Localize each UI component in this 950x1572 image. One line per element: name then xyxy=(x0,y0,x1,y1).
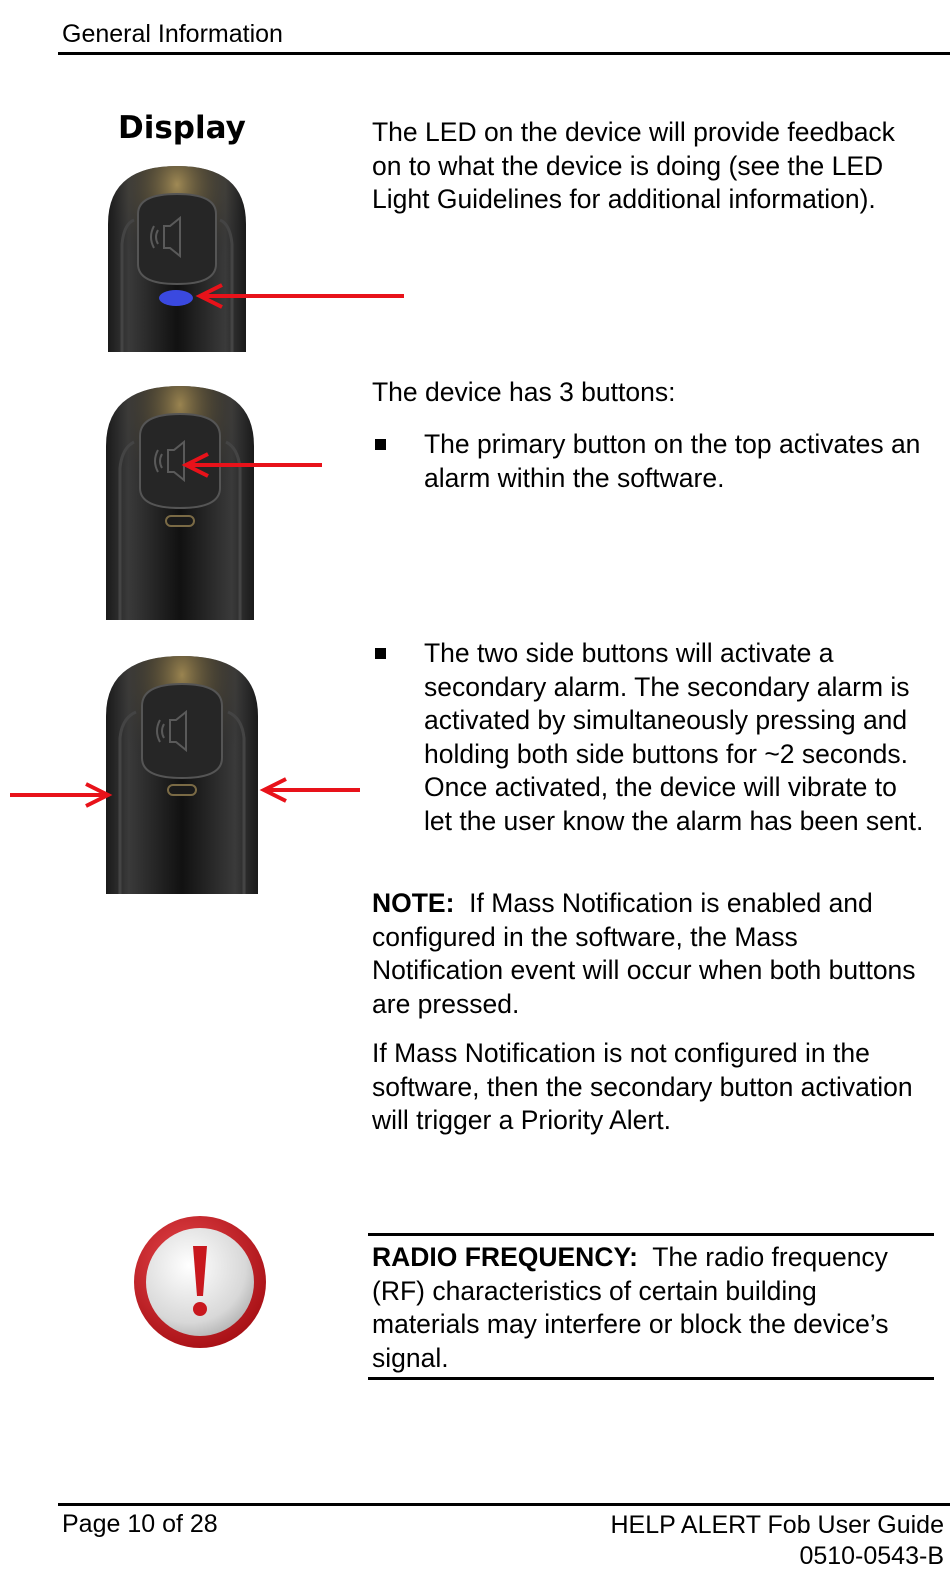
doc-number: 0510-0543-B xyxy=(799,1542,944,1570)
warning-exclamation-icon xyxy=(132,1214,270,1352)
note-text: If Mass Notification is enabled and configured in the software, the Mass Notification event will occur when both buttons are pressed. xyxy=(372,888,916,1019)
page-number: Page 10 of 28 xyxy=(62,1510,218,1538)
mass-notification-paragraph: If Mass Notification is not configured in the software, then the secondary button activation will trigger a Priority Alert. xyxy=(372,1038,913,1135)
bullet-primary-button: The primary button on the top activates an alarm within the software. xyxy=(424,429,921,493)
radio-frequency-callout xyxy=(372,1241,920,1375)
arrow-to-left-side-button xyxy=(10,782,112,808)
callout-bottom-rule xyxy=(368,1377,934,1380)
arrow-to-primary-button xyxy=(182,452,324,478)
footer-doc-info xyxy=(610,1510,944,1572)
bullet-side-buttons: The two side buttons will activate a secondary alarm. The secondary alarm is activated by simultaneously pressing and holding both side buttons for ~2 seconds. Once activated, the device will vibrate to let the user know the alarm has been sent. xyxy=(424,638,924,836)
display-title: Display xyxy=(118,110,246,146)
section-header: General Information xyxy=(62,20,283,48)
radio-text: The radio frequency (RF) characteristics of certain building materials may interfere or block the device’s signal. xyxy=(372,1242,889,1373)
arrow-to-led xyxy=(196,283,406,309)
buttons-intro: The device has 3 buttons: xyxy=(372,377,676,407)
led-paragraph: The LED on the device will provide feedback on to what the device is doing (see the LED Light Guidelines for additional information). xyxy=(372,117,895,214)
device-side-buttons-photo xyxy=(102,654,262,894)
bullet-marker xyxy=(375,648,386,659)
arrow-to-right-side-button xyxy=(260,777,360,803)
footer-rule xyxy=(58,1503,950,1506)
note-paragraph xyxy=(372,887,927,1021)
bullet-marker xyxy=(375,439,386,450)
note-label: NOTE: xyxy=(372,888,455,918)
device-led-photo xyxy=(104,164,250,352)
device-top-button-photo xyxy=(102,384,258,620)
callout-top-rule xyxy=(368,1233,934,1236)
header-rule xyxy=(58,52,950,55)
guide-title: HELP ALERT Fob User Guide xyxy=(610,1511,944,1539)
radio-label: RADIO FREQUENCY: xyxy=(372,1242,638,1272)
